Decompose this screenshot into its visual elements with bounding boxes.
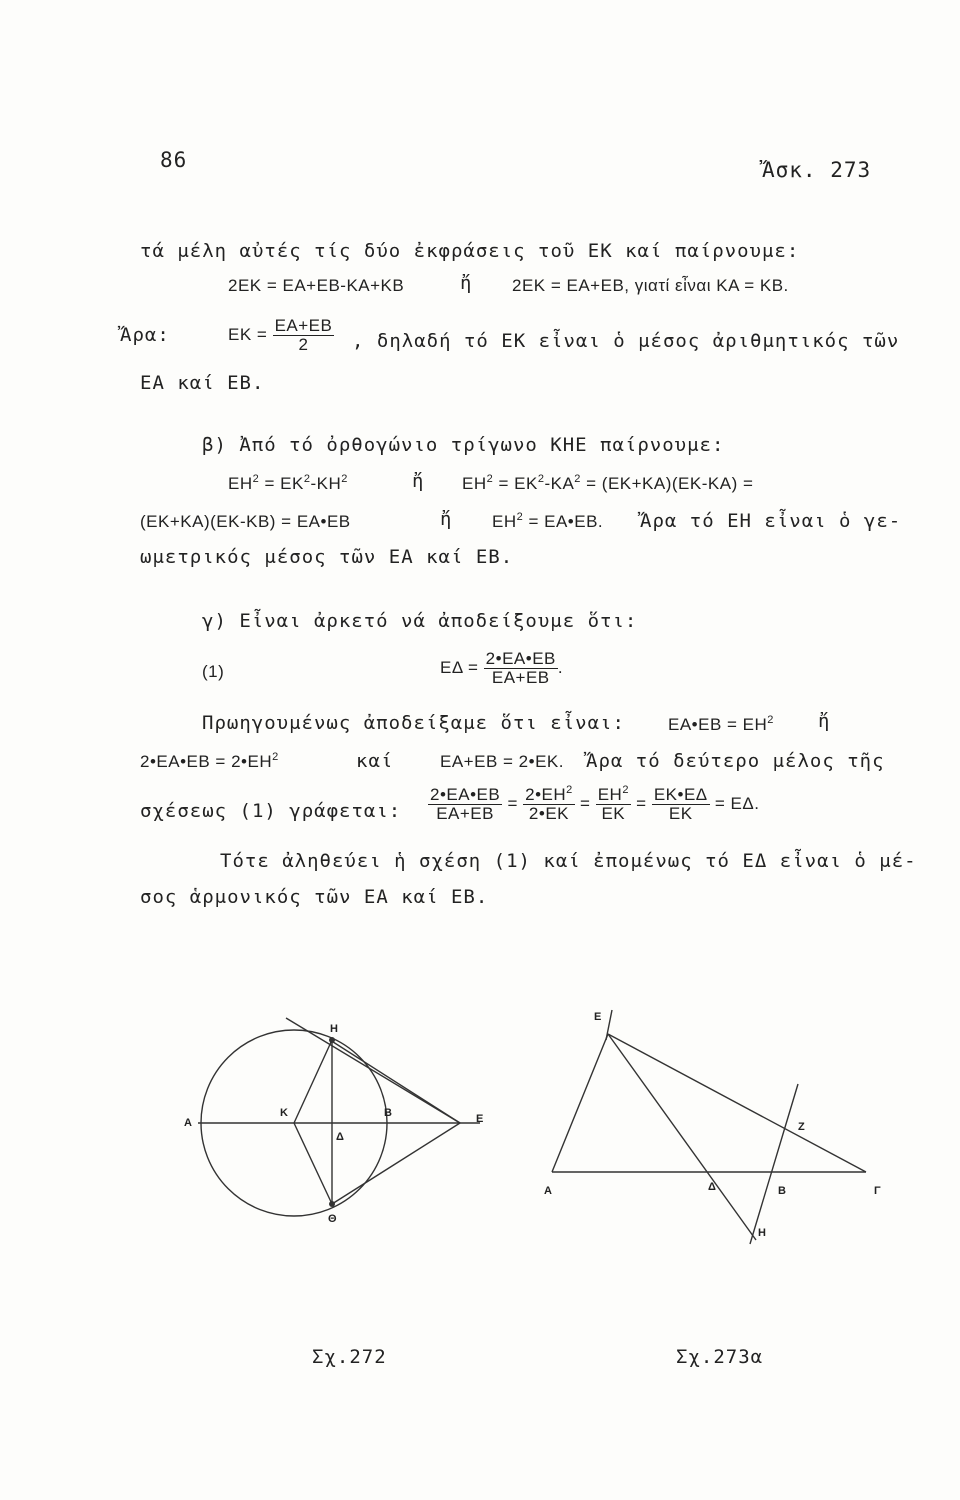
- part-c-line-2: Πρωηγουμένως ἀποδείξαμε ὅτι εἶναι:: [202, 712, 625, 734]
- part-c-line-6: σος ἁρμονικός τῶν ΕΑ καί ΕΒ.: [140, 886, 489, 908]
- label-a: Α: [544, 1185, 552, 1197]
- label-b: Β: [778, 1185, 786, 1197]
- label-e: Ε: [594, 1011, 602, 1023]
- part-b-equation-2: $EH^2 = EK^2-KA^2 = (EK+KA)(EK-KA)$ =: [462, 473, 754, 493]
- label-b: Β: [384, 1107, 392, 1119]
- part-b-line-4: ωμετρικός μέσος τῶν ΕΑ καί ΕΒ.: [140, 546, 514, 568]
- chain-equation: $\frac{2•EA•EB}{EA+EB}$ = $\frac{2•EH^2}{2•EK}$ = $\frac{EH^2}{EK}$ = $\frac{EK•E\Delta}{EK}$ = ΕΔ.: [430, 784, 760, 823]
- caption-273a: Σχ.273α: [676, 1346, 764, 1368]
- or-word-b2: ἤ: [440, 508, 453, 530]
- exercise-number: Ἄσκ. 273: [762, 158, 872, 182]
- text-line-1: τά μέλη αὐτές τίς δύο ἐκφράσεις τοῦ ΕΚ καί παίρνουμε:: [140, 240, 800, 262]
- part-c-eq-2: ΕΑ•ΕΒ = $EH^2$: [668, 714, 774, 734]
- page-number: 86: [160, 148, 188, 172]
- relation-label: (1): [202, 662, 225, 681]
- chain-frac-4: $\frac{EK•E\Delta}{EK}$: [653, 785, 708, 823]
- tangent-eh-extension: [330, 1040, 460, 1123]
- ara-word: Ἄρα:: [120, 324, 170, 346]
- or-word: ἤ: [460, 272, 473, 294]
- part-b-title: β) Ἀπό τό ὀρθογώνιο τρίγωνο ΚΗΕ παίρνουμε:: [202, 434, 725, 456]
- relation-1-lhs: ΕΔ =: [440, 657, 479, 677]
- relation-1: ΕΔ = $\frac{2•EA•EB}{EA+EB}$ .: [440, 649, 564, 687]
- figure-272: [170, 1010, 510, 1250]
- side-ea: [552, 1034, 608, 1172]
- or-word-c1: ἤ: [818, 710, 831, 732]
- part-c-eq-4: ΕΑ+ΕΒ = 2•ΕΚ.: [440, 752, 564, 771]
- ek-fraction: [273, 317, 335, 354]
- equation-line-2c: 2ΕΚ = ΕΑ+ΕΒ, γιατί εἶναι ΚΑ = ΚΒ.: [512, 276, 789, 295]
- part-c-line-5: Τότε ἀληθεύει ἡ σχέση (1) καί ἐπομένως τό ΕΔ εἶναι ὁ μέ-: [220, 850, 917, 872]
- part-c-title: γ) Εἶναι ἀρκετό νά ἀποδείξουμε ὅτι:: [202, 610, 638, 632]
- part-c-eq-3: 2•ΕΑ•ΕΒ = $2•EH^2$: [140, 751, 279, 771]
- and-word: καί: [356, 750, 394, 772]
- radius-kt: [294, 1123, 332, 1204]
- label-e: Ε: [476, 1113, 484, 1125]
- equation-line-2a: 2ΕΚ = ΕΑ+ΕΒ-ΚΑ+ΚΒ: [228, 276, 405, 295]
- part-b-equation-4: $EH^2$ = ΕΑ•ΕΒ.: [492, 511, 604, 531]
- chain-frac-3: $\frac{EH^2}{EK}$: [597, 784, 629, 823]
- label-d: Δ: [336, 1131, 344, 1143]
- or-word-b1: ἤ: [412, 470, 425, 492]
- part-c-line-3: Ἄρα τό δεύτερο μέλος τῆς: [586, 750, 885, 772]
- line-eh: [608, 1034, 756, 1240]
- text-line-3: , δηλαδή τό ΕΚ εἶναι ὁ μέσος ἀριθμητικός τῶν: [352, 330, 900, 352]
- part-b-equation-3: (ΕΚ+ΚΑ)(ΕΚ-ΚΒ) = ΕΑ•ΕΒ: [140, 512, 351, 531]
- ek-fraction-num: ΕΑ+ΕΒ: [274, 316, 333, 335]
- part-b-conclusion: Ἄρα τό ΕΗ εἶναι ὁ γε-: [640, 510, 902, 532]
- label-t: Θ: [328, 1213, 337, 1225]
- part-b-equation-1: $EH^2 = EK^2-KH^2$: [228, 473, 348, 493]
- ek-mean-equation: [228, 317, 334, 354]
- label-d: Δ: [708, 1181, 716, 1193]
- label-a: Α: [184, 1117, 192, 1129]
- chain-frac-1: $\frac{2•EA•EB}{EA+EB}$: [430, 785, 501, 823]
- label-k: Κ: [280, 1107, 288, 1119]
- side-eg: [608, 1034, 866, 1172]
- caption-272: Σχ.272: [312, 1346, 387, 1368]
- figure-273a: [540, 1000, 900, 1260]
- radius-kh: [294, 1040, 332, 1123]
- label-z: Ζ: [798, 1121, 805, 1133]
- tangent-eh: [286, 1018, 460, 1123]
- chain-frac-2: $\frac{2•EH^2}{2•EK}$: [525, 784, 573, 823]
- ek-lhs: ΕΚ =: [228, 324, 268, 344]
- line-zh: [750, 1084, 798, 1244]
- ek-fraction-den: 2: [298, 334, 309, 354]
- label-g: Γ: [874, 1185, 881, 1197]
- text-line-4: ΕΑ καί ΕΒ.: [140, 372, 265, 394]
- label-h: Η: [330, 1023, 338, 1035]
- part-c-line-4: σχέσεως (1) γράφεται:: [140, 800, 402, 822]
- label-h: Η: [758, 1227, 766, 1239]
- relation-1-fraction: $\frac{2•EA•EB}{EA+EB}$: [485, 649, 556, 687]
- tangent-et: [332, 1123, 460, 1204]
